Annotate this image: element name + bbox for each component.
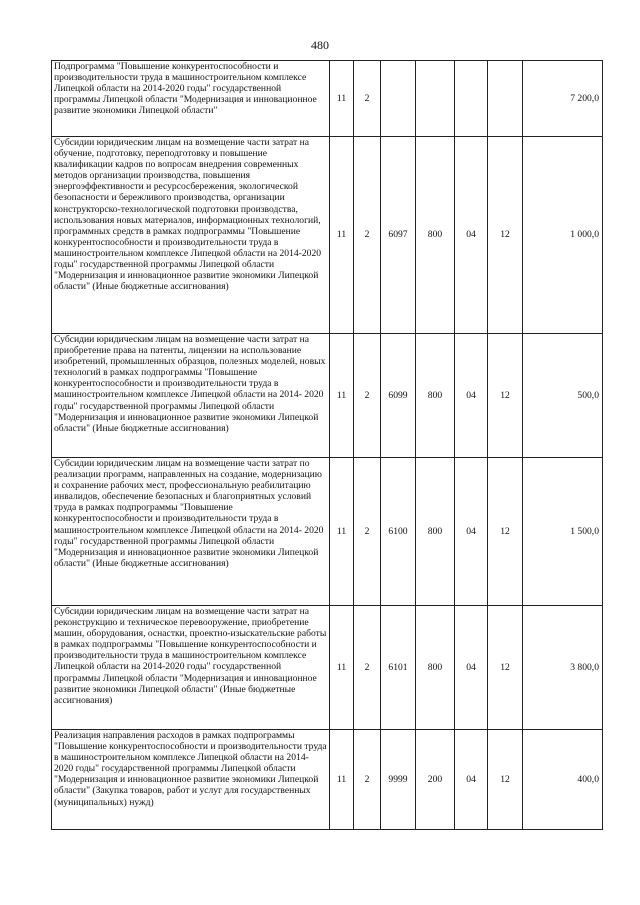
direction-code: 6100	[381, 458, 416, 606]
subsection-code: 12	[488, 458, 523, 606]
table-row	[52, 606, 603, 730]
table-row	[52, 137, 603, 334]
expense-type-code: 800	[416, 334, 455, 458]
expense-type-code	[416, 61, 455, 137]
subprogram-code: 2	[354, 458, 381, 606]
amount: 400,0	[523, 730, 603, 830]
table-row	[52, 730, 603, 830]
amount: 500,0	[523, 334, 603, 458]
program-code: 11	[330, 334, 354, 458]
section-code: 04	[455, 606, 488, 730]
section-code	[455, 61, 488, 137]
amount: 7 200,0	[523, 61, 603, 137]
row-description: Субсидии юридическим лицам на возмещение части затрат по реализации программ, направленных на создание, модернизацию и сохранение рабочих мест, профессиональную реабилитацию инвалидов, обеспечение безопасных и благоприятных условий труда в рамках подпрограммы "Повышение конкурентоспособности и производительности труда в машиностроительном комплексе Липецкой области на 2014- 2020 годы" государственной программы Липецкой области "Модернизация и инновационное развитие экономики Липецкой области" (Иные бюджетные ассигнования)	[52, 458, 330, 606]
subprogram-code: 2	[354, 730, 381, 830]
table-row	[52, 334, 603, 458]
subsection-code: 12	[488, 730, 523, 830]
amount: 1 500,0	[523, 458, 603, 606]
program-code: 11	[330, 61, 354, 137]
direction-code	[381, 61, 416, 137]
section-code: 04	[455, 334, 488, 458]
amount: 1 000,0	[523, 137, 603, 334]
direction-code: 6099	[381, 334, 416, 458]
expense-type-code: 800	[416, 137, 455, 334]
row-description: Субсидии юридическим лицам на возмещение части затрат на реконструкцию и техническое перевооружение, приобретение машин, оборудования, оснастки, проектно-изыскательские работы в рамках подпрограммы "Повышение конкурентоспособности и производительности труда в машиностроительном комплексе Липецкой области на 2014-2020 годы" государственной программы Липецкой области "Модернизация и инновационное развитие экономики Липецкой области" (Иные бюджетные ассигнования)	[52, 606, 330, 730]
direction-code: 6097	[381, 137, 416, 334]
row-description: Субсидии юридическим лицам на возмещение части затрат на обучение, подготовку, переподготовку и повышение квалификации кадров по вопросам внедрения современных методов организации производства, повышения энергоэффективности и ресурсосбережения, экологической безопасности и бережливого производства, организации конструкторско-технологической подготовки производства, использования новых материалов, информационных технологий, программных средств в рамках подпрограммы "Повышение конкурентоспособности и производительности труда в машиностроительном комплексе Липецкой области на 2014-2020 годы" государственной программы Липецкой области "Модернизация и инновационное развитие экономики Липецкой области" (Иные бюджетные ассигнования)	[52, 137, 330, 334]
subsection-code	[488, 61, 523, 137]
direction-code: 6101	[381, 606, 416, 730]
subsection-code: 12	[488, 606, 523, 730]
program-code: 11	[330, 458, 354, 606]
subprogram-code: 2	[354, 334, 381, 458]
expense-type-code: 800	[416, 606, 455, 730]
program-code: 11	[330, 606, 354, 730]
subprogram-code: 2	[354, 61, 381, 137]
page-number: 480	[311, 38, 329, 52]
table-row	[52, 458, 603, 606]
row-description: Подпрограмма "Повышение конкурентоспособности и производительности труда в машиностроительном комплексе Липецкой области на 2014-2020 годы" государственной программы Липецкой области "Модернизация и инновационное развитие экономики Липецкой области"	[52, 61, 330, 137]
expense-type-code: 200	[416, 730, 455, 830]
subprogram-code: 2	[354, 137, 381, 334]
table-row	[52, 61, 603, 137]
program-code: 11	[330, 137, 354, 334]
subsection-code: 12	[488, 334, 523, 458]
subprogram-code: 2	[354, 606, 381, 730]
row-description: Реализация направления расходов в рамках подпрограммы "Повышение конкурентоспособности и производительности труда в машиностроительном комплексе Липецкой области на 2014-2020 годы" государственной программы Липецкой области "Модернизация и инновационное развитие экономики Липецкой области" (Закупка товаров, работ и услуг для государственных (муниципальных) нужд)	[52, 730, 330, 830]
direction-code: 9999	[381, 730, 416, 830]
section-code: 04	[455, 458, 488, 606]
section-code: 04	[455, 730, 488, 830]
row-description: Субсидии юридическим лицам на возмещение части затрат на приобретение права на патенты, лицензии на использование изобретений, промышленных образцов, полезных моделей, новых технологий в рамках подпрограммы "Повышение конкурентоспособности и производительности труда в машиностроительном комплексе Липецкой области на 2014- 2020 годы" государственной программы Липецкой области "Модернизация и инновационное развитие экономики Липецкой области" (Иные бюджетные ассигнования)	[52, 334, 330, 458]
amount: 3 800,0	[523, 606, 603, 730]
budget-table	[51, 60, 603, 830]
program-code: 11	[330, 730, 354, 830]
section-code: 04	[455, 137, 488, 334]
expense-type-code: 800	[416, 458, 455, 606]
subsection-code: 12	[488, 137, 523, 334]
